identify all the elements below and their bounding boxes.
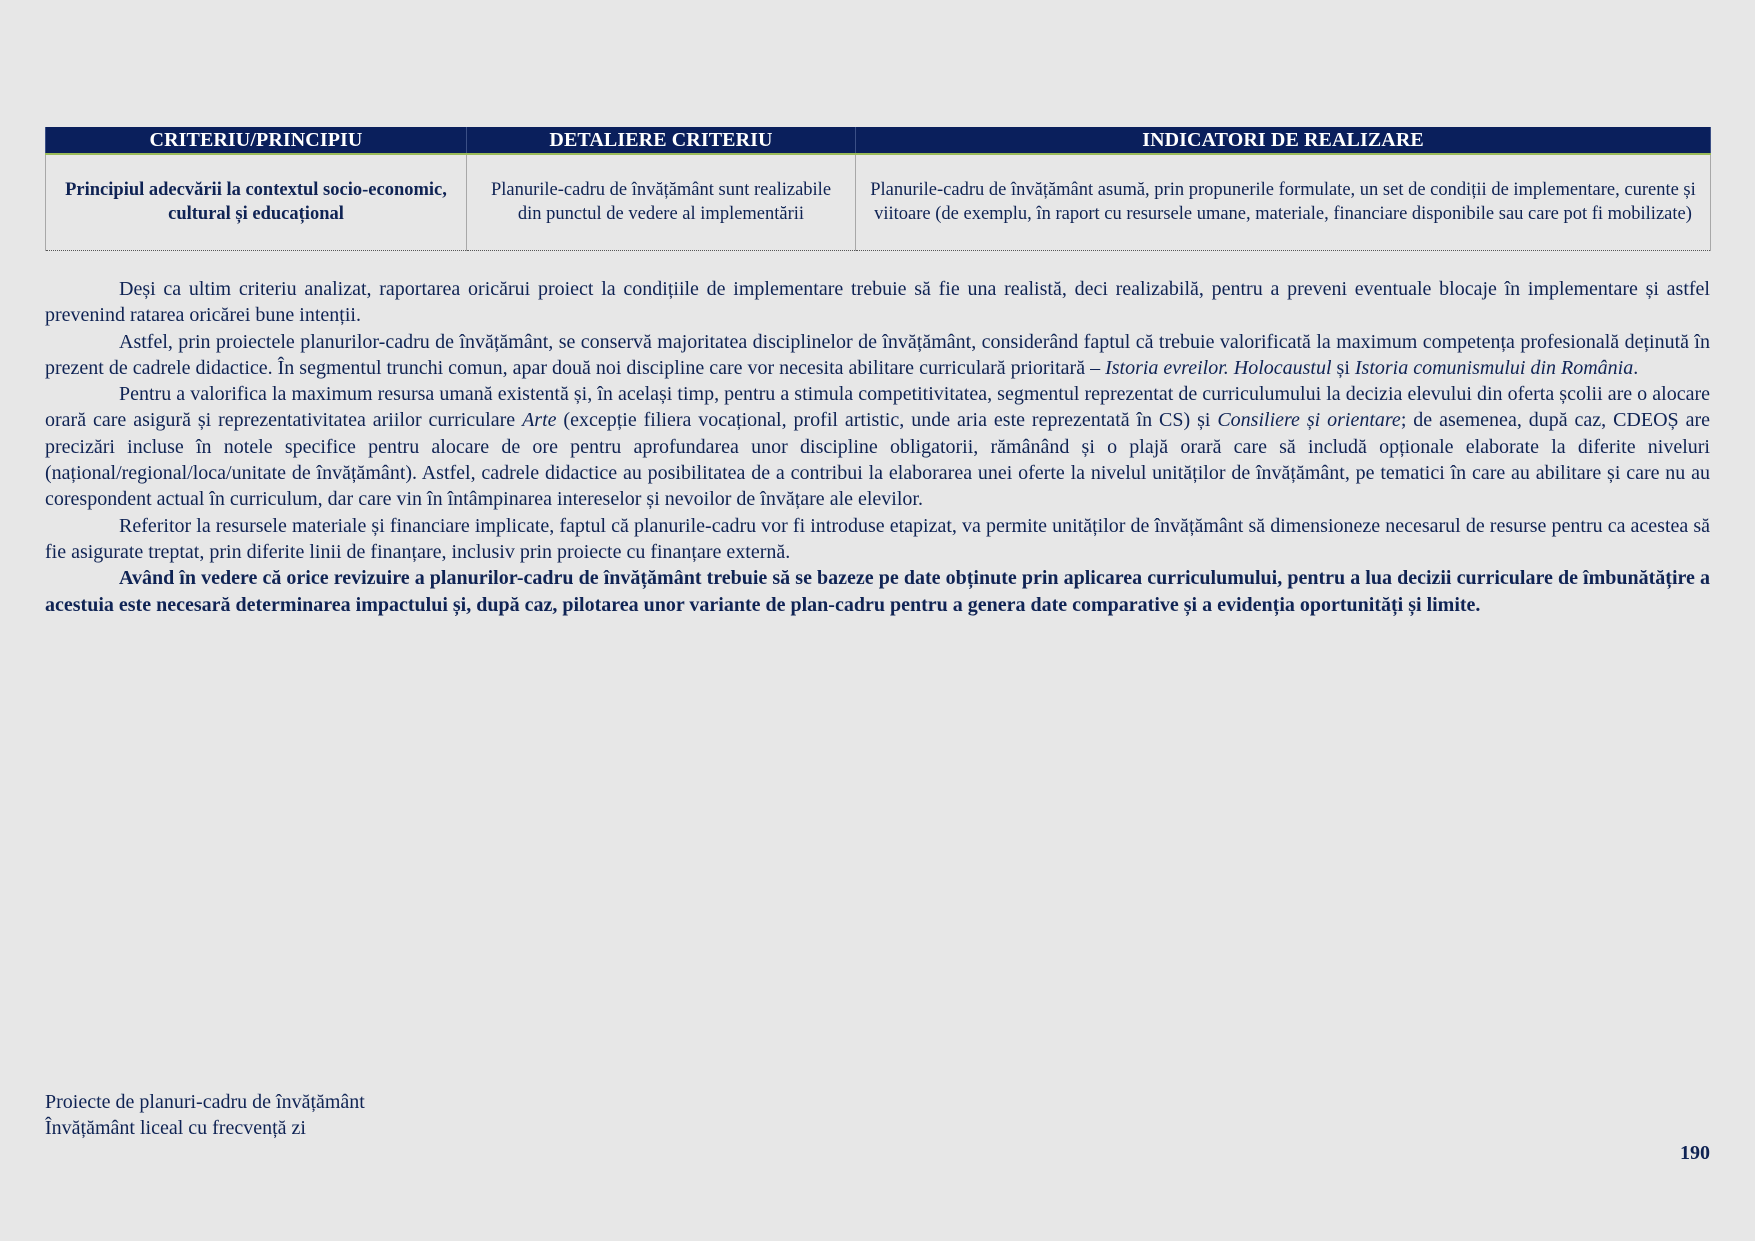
criteria-table [45,127,1711,251]
footer-line-1: Proiecte de planuri-cadru de învățământ [45,1091,365,1113]
table-header-row [46,127,1711,154]
paragraph-2-text-end: . [1633,356,1639,379]
paragraph-4: Referitor la resursele materiale și financiare implicate, faptul că planurile-cadru vor fi introduse etapizat, va permite unităților de învățământ să dimensioneze necesarul de resurse pentru ca acestea să fie asigurate treptat, prin diferite linii de finanțare, inclusiv prin proiecte cu finanțare externă. [45,514,1710,563]
paragraph-5: Având în vedere că orice revizuire a planurilor-cadru de învățământ trebuie să se bazeze pe date obținute prin aplicarea curriculumului, pentru a lua decizii curriculare de îmbunătățire a acestuia este necesară determinarea impactului și, după caz, pilotarea unor variante de plan-cadru pentru a genera date comparative și a evidenția oportunități și limite. [45,567,1710,616]
page-content [45,127,1710,618]
page-number: 190 [1680,1142,1710,1164]
header-indicatori: INDICATORI DE REALIZARE [856,127,1711,154]
header-detaliere: DETALIERE CRITERIU [467,127,856,154]
paragraph-2-italic-2: Istoria comunismului din România [1354,356,1634,379]
detail-cell: Planurile-cadru de învățământ sunt realizabile din punctul de vedere al implementării [467,154,856,251]
footer [45,1089,365,1141]
footer-line-2: Învățământ liceal cu frecvență zi [45,1117,306,1139]
paragraph-3-text-mid: (excepție filiera vocațional, profil artistic, unde aria este reprezentată în CS) și [556,409,1218,432]
paragraph-2-text: Astfel, prin proiectele planurilor-cadru de învățământ, se conservă majoritatea disciplinelor de învățământ, considerând faptul că trebuie valorificată la maximum competența profesională deținută în prezent de cadrele didactice. În segmentul trunchi comun, apar două noi discipline care vor necesita abilitare curriculară prioritară – [45,330,1710,379]
paragraph-3-italic-1: Arte [522,409,557,432]
principle-cell: Principiul adecvării la contextul socio-economic, cultural și educațional [46,154,467,251]
paragraph-3-text-end: ; de asemenea, după caz, CDEOȘ are precizări incluse în notele specifice pentru alocare de ore pentru aprofundarea unor discipline obligatorii, rămânând și o plajă orară care să includă opționale elaborate la diferite niveluri (național/regional/loca/unitate de învățământ). Astfel, cadrele didactice au posibilitatea de a contribui la elaborarea unei oferte la nivelul unităților de învățământ, pe tematici în care au abilitare și care nu au corespondent actual în curriculum, dar care vin în întâmpinarea intereselor și nevoilor de învățare ale elevilor. [45,409,1710,511]
paragraph-3-italic-2: Consiliere și orientare [1217,409,1401,432]
paragraph-2 [45,329,1710,382]
header-criteriu: CRITERIU/PRINCIPIU [46,127,467,154]
paragraph-3-text: Pentru a valorifica la maximum resursa umană existentă și, în același timp, pentru a stimula competitivitatea, segmentul reprezentat de curriculumului la decizia elevului din oferta școlii are o alocare orară care asigură și reprezentativitatea ariilor curriculare [45,383,1710,432]
indicator-cell: Planurile-cadru de învățământ asumă, prin propunerile formulate, un set de condiții de implementare, curente și viitoare (de exemplu, în raport cu resursele umane, materiale, financiare disponibile sau care pot fi mobilizate) [856,154,1711,251]
paragraph-2-text-mid: și [1331,356,1355,379]
paragraph-2-italic-1: Istoria evreilor. Holocaustul [1105,356,1332,379]
table-row [46,154,1711,251]
body-text [45,276,1710,618]
paragraph-3 [45,381,1710,512]
paragraph-1: Deși ca ultim criteriu analizat, raportarea oricărui proiect la condițiile de implementare trebuie să fie una realistă, deci realizabilă, pentru a preveni eventuale blocaje în implementare și astfel prevenind ratarea oricărei bune intenții. [45,278,1710,327]
